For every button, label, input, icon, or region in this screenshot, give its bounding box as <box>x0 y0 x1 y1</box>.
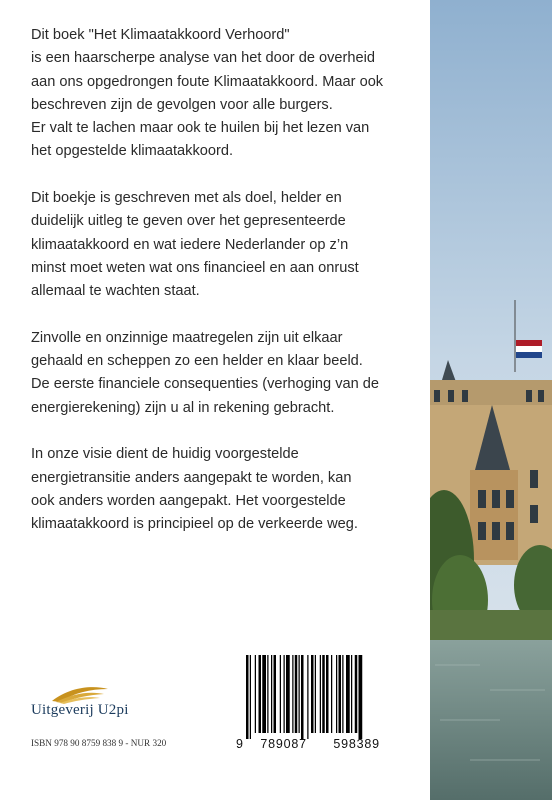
line: beschreven zijn de gevolgen voor alle burgers. <box>31 96 333 113</box>
barcode-bar <box>307 655 308 739</box>
paragraph-2 <box>31 187 421 303</box>
line: Dit boek "Het Klimaatakkoord Verhoord" <box>31 27 290 43</box>
line: het opgestelde klimaatakkoord. <box>31 143 234 160</box>
line: aan ons opgedrongen foute Klimaatakkoord. Maar ook <box>31 73 384 90</box>
barcode-bar <box>295 655 298 733</box>
barcode-bar <box>246 655 249 739</box>
line: Zinvolle en onzinnige maatregelen zijn uit elkaar <box>31 329 343 346</box>
line: De eerste financiele consequenties (verhoging van de <box>31 376 380 393</box>
barcode-bar <box>271 655 272 733</box>
line: Er valt te lachen maar ook te huilen bij het lezen van <box>31 120 370 137</box>
blurb-text <box>31 24 421 560</box>
line: klimaatakkoord en wat iedere Nederlander op z’n <box>31 236 349 253</box>
barcode-digits-right: 598389 <box>333 737 380 751</box>
barcode-bar <box>346 655 350 733</box>
barcode-digit-first: 9 <box>236 737 244 751</box>
barcode-bar <box>286 655 290 733</box>
barcode-bar <box>267 655 268 733</box>
barcode-number <box>236 737 416 751</box>
barcode-bar <box>311 655 314 733</box>
barcode-bar <box>280 655 281 733</box>
line: allemaal te wachten staat. <box>31 283 200 300</box>
line: is een haarscherpe analyse van het door de overheid <box>31 50 375 67</box>
barcode-digits-left: 789087 <box>260 737 307 751</box>
barcode-bar <box>351 655 352 733</box>
line: energierekening) zijn u al in rekening gebracht. <box>31 399 335 416</box>
barcode-bar <box>320 655 321 733</box>
line: duidelijk uitleg te geven over het gepresenteerde <box>31 213 346 230</box>
barcode-bar <box>331 655 332 733</box>
barcode-bar <box>339 655 342 733</box>
barcode-bar <box>336 655 337 733</box>
barcode-bar <box>274 655 277 733</box>
publisher-name: Uitgeverij U2pi <box>31 702 129 718</box>
barcode-bar <box>299 655 300 733</box>
barcode-bar <box>315 655 316 733</box>
barcode-bar <box>355 655 358 733</box>
line: klimaatakkoord is principieel op de verkeerde weg. <box>31 516 358 533</box>
barcode-bar <box>255 655 256 733</box>
paragraph-1 <box>31 24 421 164</box>
isbn-nur-line: ISBN 978 90 8759 838 9 - NUR 320 <box>31 738 167 748</box>
line: Dit boekje is geschreven met als doel, helder en <box>31 190 342 207</box>
paragraph-4 <box>31 443 421 536</box>
barcode-bar <box>262 655 266 733</box>
barcode-bar <box>259 655 262 733</box>
line: In onze visie dient de huidig voorgestelde <box>31 446 299 463</box>
line: energietransitie anders aangepakt te worden, kan <box>31 469 352 486</box>
paragraph-3 <box>31 327 421 420</box>
barcode-bar <box>359 655 363 739</box>
line: ook anders worden aangepakt. Het voorgestelde <box>31 492 346 509</box>
barcode-bar <box>284 655 285 733</box>
barcode-bar <box>342 655 343 733</box>
line: minst moet weten wat ons financieel en aan onrust <box>31 259 359 276</box>
barcode-bar <box>292 655 293 733</box>
barcode-bar <box>250 655 251 739</box>
barcode-bar <box>326 655 329 733</box>
barcode-bar <box>301 655 304 739</box>
barcode-bar <box>322 655 325 733</box>
binnenhof-photo <box>430 0 552 800</box>
line: gehaald en scheppen zo een helder en klaar beeld. <box>31 353 363 370</box>
